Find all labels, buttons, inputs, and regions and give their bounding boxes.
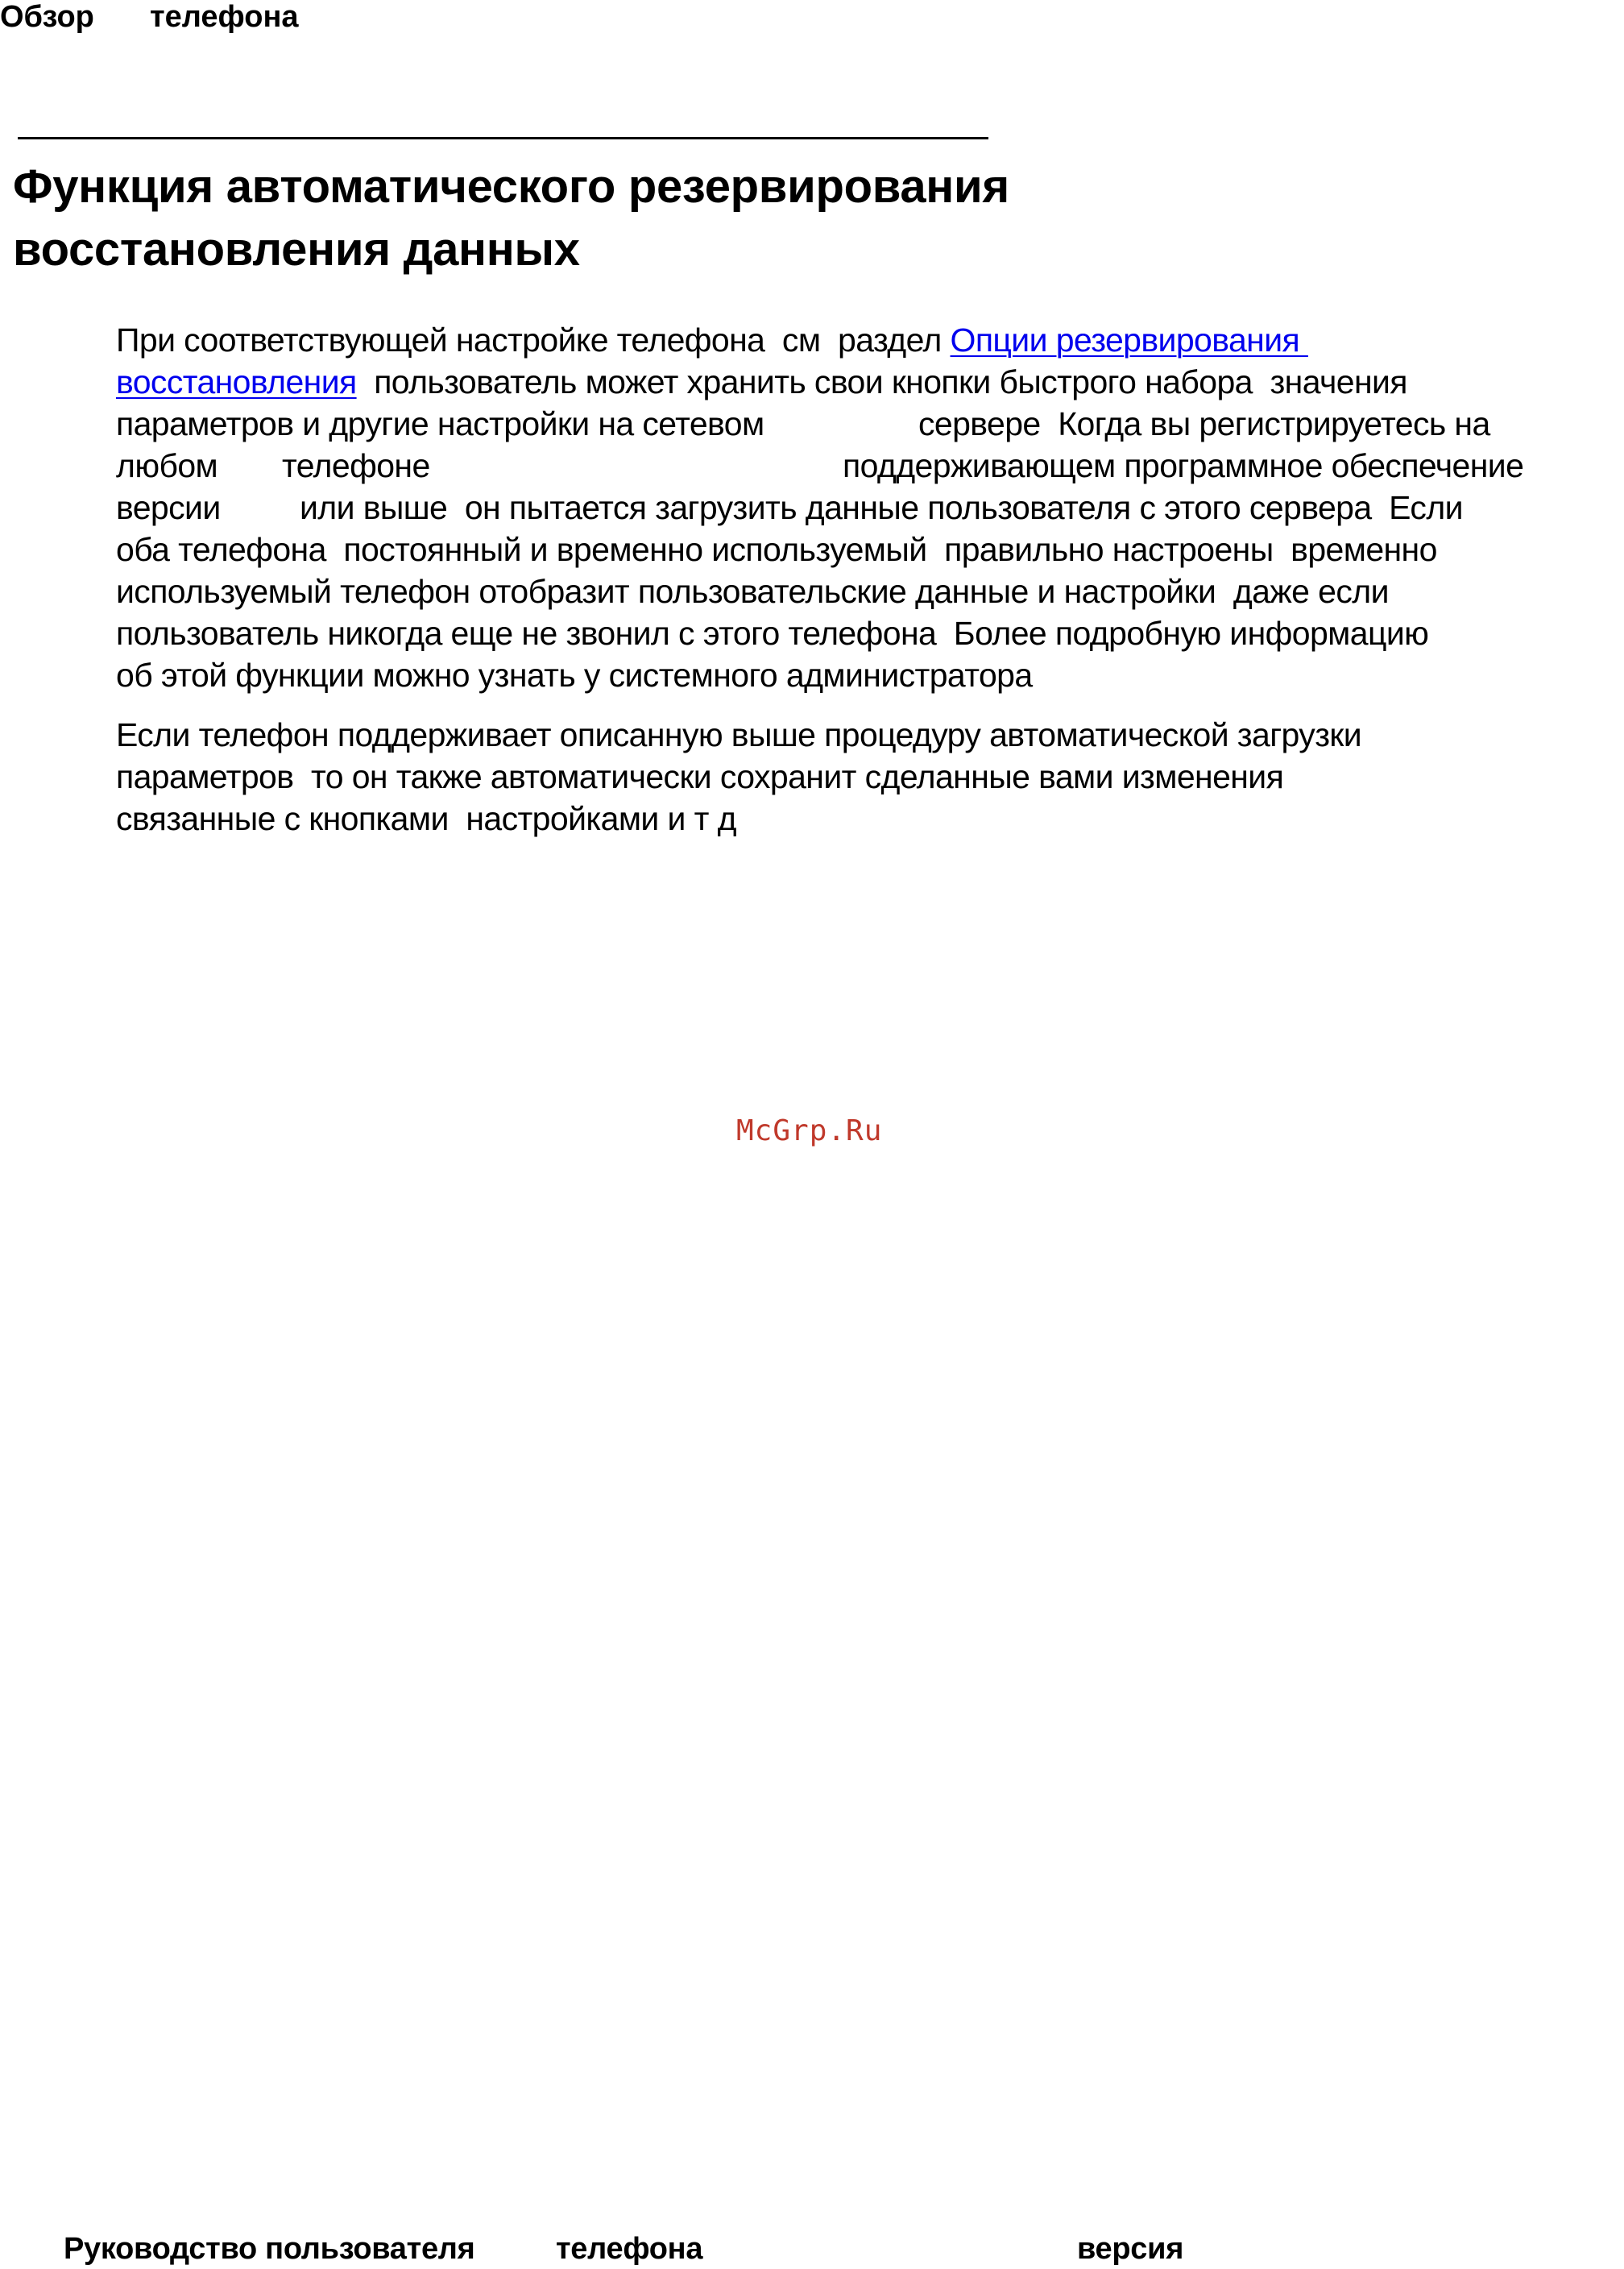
paragraph-1-line-8: пользователь никогда еще не звонил с этого телефона Более подробную информацию [116, 615, 1429, 652]
paragraph-1-line-5b: или выше он пытается загрузить данные пользователя с этого сервера Если [300, 489, 1463, 526]
paragraph-1-line-4c: поддерживающем программное обеспечение [843, 447, 1524, 484]
paragraph-1-line-9: об этой функции можно узнать у системного администратора [116, 657, 1033, 694]
paragraph-1-line-1 [116, 319, 1308, 361]
footer-version-word: версия [1077, 2232, 1184, 2266]
paragraph-1-line-2 [116, 361, 1407, 403]
footer-guide-title: Руководство пользователя [64, 2232, 475, 2266]
header-section-word: Обзор [0, 0, 94, 34]
paragraph-1-line-4a: любом [116, 447, 218, 484]
paragraph-1-line-5a: версии [116, 489, 221, 526]
site-watermark: McGrp.Ru [736, 1114, 883, 1147]
paragraph-1-line-7: используемый телефон отобразит пользовательские данные и настройки даже если [116, 573, 1389, 610]
paragraph-1-line-3b: сервере Когда вы регистрируетесь на [918, 405, 1490, 442]
body-text: пользователь может хранить свои кнопки быстрого набора значения [356, 363, 1407, 400]
footer-product-word: телефона [556, 2232, 703, 2266]
paragraph-2-line-3: связанные с кнопками настройками и т д [116, 800, 736, 837]
header-product-word: телефона [150, 0, 299, 34]
paragraph-2-line-2: параметров то он также автоматически сохранит сделанные вами изменения [116, 758, 1284, 795]
backup-options-link[interactable]: Опции резервирования [950, 321, 1308, 359]
backup-options-link-continued[interactable]: восстановления [116, 363, 357, 400]
paragraph-1-line-4b: телефоне [282, 447, 430, 484]
section-divider [18, 137, 988, 139]
paragraph-2-line-1: Если телефон поддерживает описанную выше процедуру автоматической загрузки [116, 716, 1362, 753]
body-text: При соответствующей настройке телефона см раздел [116, 321, 951, 359]
section-title-line-1: Функция автоматического резервирования [13, 160, 1009, 213]
paragraph-1-line-6: оба телефона постоянный и временно используемый правильно настроены временно [116, 531, 1437, 568]
section-title-line-2: восстановления данных [13, 223, 580, 276]
paragraph-1-line-3a: параметров и другие настройки на сетевом [116, 405, 764, 442]
